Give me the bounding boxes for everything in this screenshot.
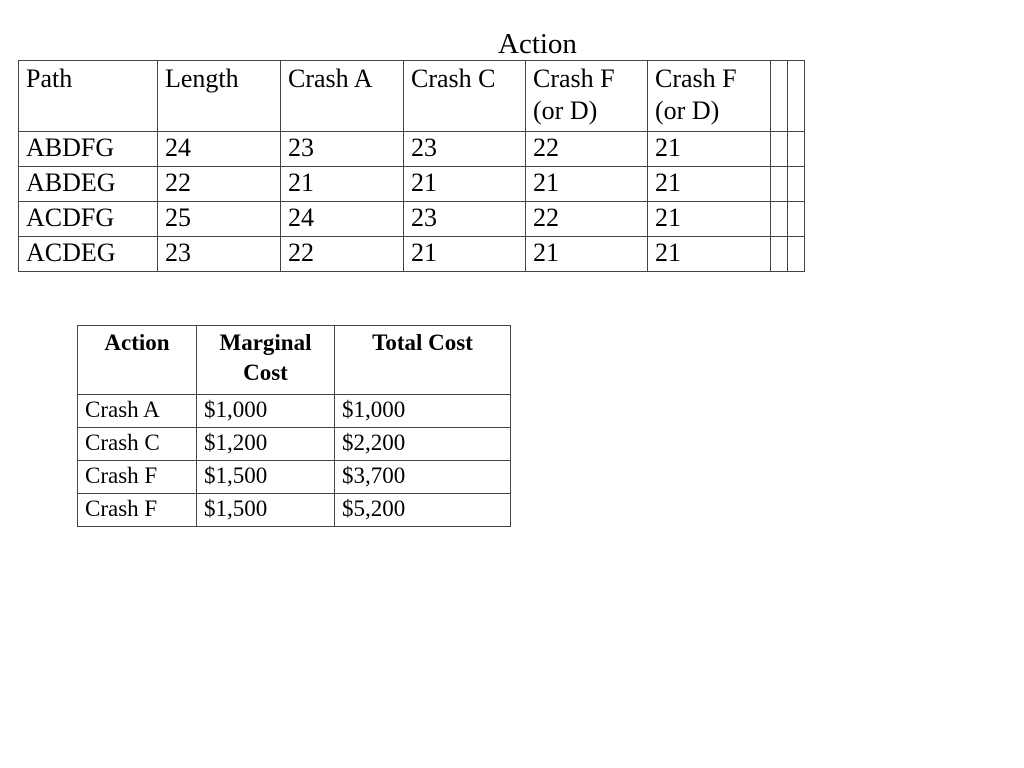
table-cell: 21 xyxy=(648,237,771,272)
table-cell: Crash F xyxy=(78,461,197,494)
table-row xyxy=(78,461,511,494)
header-cell: Crash A xyxy=(281,61,404,132)
table-row xyxy=(19,132,805,167)
table-cell: 21 xyxy=(404,167,526,202)
table-cell: ABDEG xyxy=(19,167,158,202)
table-cell: ACDFG xyxy=(19,202,158,237)
empty-cell xyxy=(771,237,788,272)
empty-cell xyxy=(788,237,805,272)
table-cell: 21 xyxy=(648,132,771,167)
empty-cell xyxy=(788,132,805,167)
table-cell: $2,200 xyxy=(335,428,511,461)
empty-cell xyxy=(771,167,788,202)
table-row xyxy=(19,237,805,272)
header-cell: Crash C xyxy=(404,61,526,132)
table-row xyxy=(78,494,511,527)
table-cell: 21 xyxy=(648,167,771,202)
table-cell: 23 xyxy=(158,237,281,272)
table-cell: 23 xyxy=(404,132,526,167)
table-cell: 22 xyxy=(526,202,648,237)
empty-cell xyxy=(788,202,805,237)
table-cell: 24 xyxy=(281,202,404,237)
table-cell: 21 xyxy=(526,237,648,272)
table-row xyxy=(78,428,511,461)
header-cell: Crash F (or D) xyxy=(526,61,648,132)
table-cell: $5,200 xyxy=(335,494,511,527)
table-row xyxy=(19,202,805,237)
header-cell: Total Cost xyxy=(335,326,511,395)
table-cell: Crash C xyxy=(78,428,197,461)
table-cell: 21 xyxy=(404,237,526,272)
table-cell: 21 xyxy=(526,167,648,202)
table-row xyxy=(19,167,805,202)
header-cell: Marginal Cost xyxy=(197,326,335,395)
empty-cell xyxy=(771,202,788,237)
table-row xyxy=(78,395,511,428)
empty-cell xyxy=(788,61,805,132)
table-cell: 21 xyxy=(648,202,771,237)
empty-cell xyxy=(771,61,788,132)
table-cell: 23 xyxy=(281,132,404,167)
table-cell: Crash F xyxy=(78,494,197,527)
table-cell: ACDEG xyxy=(19,237,158,272)
table-cell: 25 xyxy=(158,202,281,237)
table-cell: 21 xyxy=(281,167,404,202)
header-cell: Length xyxy=(158,61,281,132)
table-cell: $1,500 xyxy=(197,461,335,494)
header-cell: Crash F (or D) xyxy=(648,61,771,132)
table-cell: 24 xyxy=(158,132,281,167)
table-header-row xyxy=(78,326,511,395)
table-cell: $1,000 xyxy=(197,395,335,428)
table-cell: $1,500 xyxy=(197,494,335,527)
table-cell: ABDFG xyxy=(19,132,158,167)
table-cell: Crash A xyxy=(78,395,197,428)
table-cell: $3,700 xyxy=(335,461,511,494)
crash-cost-table xyxy=(77,325,511,527)
table-cell: 22 xyxy=(158,167,281,202)
table-cell: 23 xyxy=(404,202,526,237)
empty-cell xyxy=(788,167,805,202)
table-cell: $1,000 xyxy=(335,395,511,428)
table-cell: 22 xyxy=(526,132,648,167)
path-crash-table xyxy=(18,60,805,272)
table-cell: 22 xyxy=(281,237,404,272)
empty-cell xyxy=(771,132,788,167)
header-cell: Path xyxy=(19,61,158,132)
header-cell: Action xyxy=(78,326,197,395)
table-cell: $1,200 xyxy=(197,428,335,461)
table-header-row xyxy=(19,61,805,132)
action-heading: Action xyxy=(498,28,577,60)
